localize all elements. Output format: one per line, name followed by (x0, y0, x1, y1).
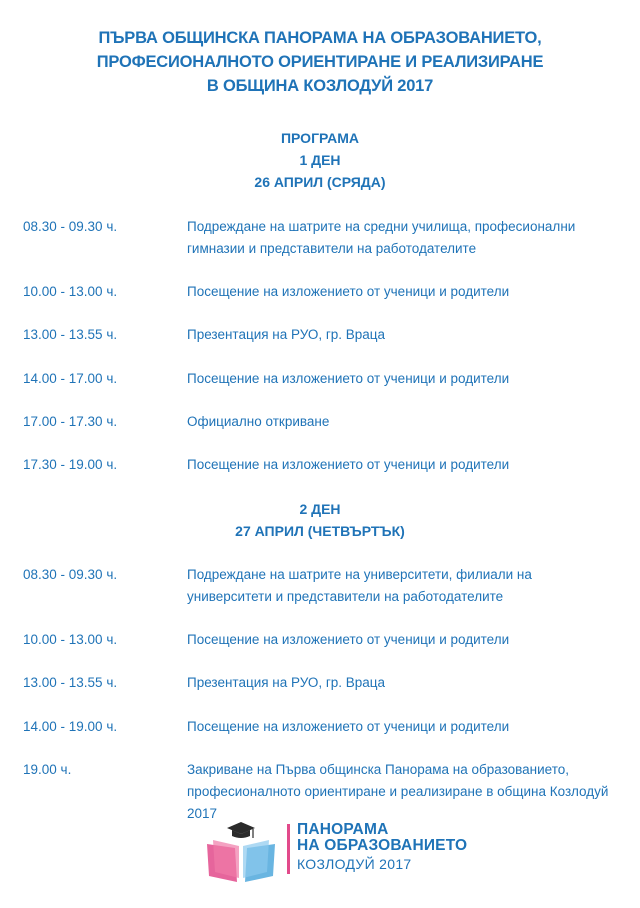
title-line-3: В ОБЩИНА КОЗЛОДУЙ 2017 (206, 77, 434, 95)
row-description: Посещение на изложението от ученици и родители (187, 371, 510, 386)
row-time: 19.00 ч. (23, 762, 72, 777)
document-title (0, 26, 640, 98)
row-time: 17.30 - 19.00 ч. (23, 457, 118, 472)
row-time: 13.00 - 13.55 ч. (23, 327, 118, 342)
row-description: Посещение на изложението от ученици и родители (187, 632, 510, 647)
row-description: Презентация на РУО, гр. Враца (187, 675, 386, 690)
program-heading (0, 127, 640, 193)
logo-line-2: НА ОБРАЗОВАНИЕТО (297, 837, 468, 854)
row-description: Официално откриване (187, 414, 330, 429)
day1-label: 1 ДЕН (299, 152, 341, 168)
row-description: Посещение на изложението от ученици и родители (187, 719, 510, 734)
row-description: Посещение на изложението от ученици и родители (187, 284, 510, 299)
row-time: 14.00 - 19.00 ч. (23, 719, 118, 734)
title-line-2: ПРОФЕСИОНАЛНОТО ОРИЕНТИРАНЕ И РЕАЛИЗИРАНЕ (96, 53, 544, 71)
title-line-1: ПЪРВА ОБЩИНСКА ПАНОРАМА НА ОБРАЗОВАНИЕТО, (98, 29, 542, 47)
row-time: 08.30 - 09.30 ч. (23, 219, 118, 234)
logo-text (297, 822, 467, 872)
row-time: 10.00 - 13.00 ч. (23, 632, 118, 647)
row-time: 17.00 - 17.30 ч. (23, 414, 118, 429)
row-time: 10.00 - 13.00 ч. (23, 284, 118, 299)
logo-line-3: КОЗЛОДУЙ 2017 (297, 856, 412, 872)
day2-heading (0, 498, 640, 542)
row-description: Подреждане на шатрите на средни училища, професионални гимназии и представители на работодателите (187, 219, 576, 256)
logo-divider (287, 824, 290, 874)
day2-label: 2 ДЕН (299, 501, 341, 517)
row-description: Подреждане на шатрите на университети, филиали на университети и представители на работодателите (187, 567, 532, 604)
day1-date: 26 АПРИЛ (СРЯДА) (254, 174, 386, 190)
day2-date: 27 АПРИЛ (ЧЕТВЪРТЪК) (235, 523, 405, 539)
row-description: Посещение на изложението от ученици и родители (187, 457, 510, 472)
row-time: 08.30 - 09.30 ч. (23, 567, 118, 582)
row-description: Закриване на Първа общинска Панорама на образованието, професионалното ориентиране и реализиране в община Козлодуй 2017 (187, 762, 609, 821)
row-description: Презентация на РУО, гр. Враца (187, 327, 386, 342)
program-label: ПРОГРАМА (280, 130, 360, 146)
row-time: 14.00 - 17.00 ч. (23, 371, 118, 386)
logo-line-1: ПАНОРАМА (297, 821, 389, 838)
row-time: 13.00 - 13.55 ч. (23, 675, 118, 690)
